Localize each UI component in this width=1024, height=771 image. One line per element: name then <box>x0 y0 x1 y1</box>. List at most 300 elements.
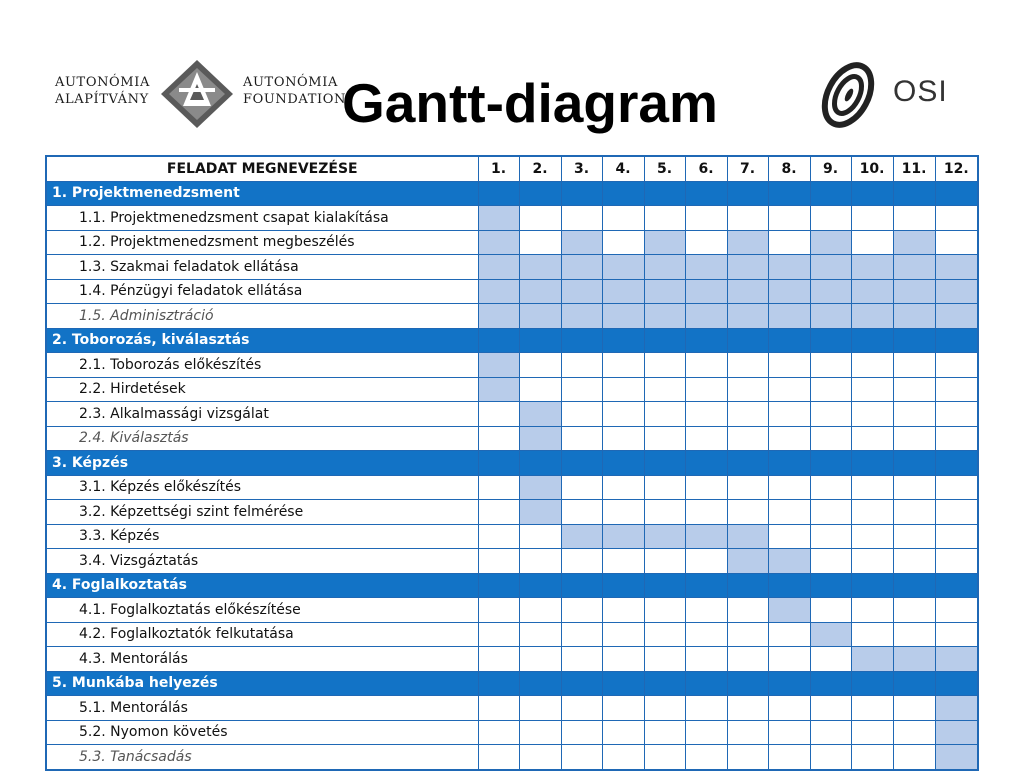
group-period-cell <box>727 181 768 206</box>
group-period-cell <box>561 573 602 598</box>
group-period-cell <box>644 451 685 476</box>
gantt-empty-cell <box>561 206 602 231</box>
gantt-empty-cell <box>768 720 810 745</box>
gantt-bar-cell <box>602 524 644 549</box>
group-period-cell <box>810 671 851 696</box>
gantt-bar-cell <box>893 304 935 329</box>
gantt-empty-cell <box>644 745 685 770</box>
gantt-bar-cell <box>935 647 978 672</box>
group-row <box>46 573 978 598</box>
gantt-empty-cell <box>893 377 935 402</box>
gantt-bar-cell <box>727 524 768 549</box>
gantt-empty-cell <box>851 353 893 378</box>
group-period-cell <box>727 671 768 696</box>
group-period-cell <box>893 328 935 353</box>
gantt-empty-cell <box>768 206 810 231</box>
task-label: 1.3. Szakmai feladatok ellátása <box>46 255 478 280</box>
gantt-empty-cell <box>893 745 935 770</box>
gantt-bar-cell <box>685 279 727 304</box>
task-row <box>46 230 978 255</box>
gantt-empty-cell <box>685 206 727 231</box>
gantt-bar-cell <box>478 279 519 304</box>
gantt-empty-cell <box>478 402 519 427</box>
gantt-empty-cell <box>893 402 935 427</box>
gantt-bar-cell <box>935 745 978 770</box>
gantt-empty-cell <box>935 549 978 574</box>
gantt-empty-cell <box>810 353 851 378</box>
gantt-bar-cell <box>768 598 810 623</box>
gantt-empty-cell <box>478 549 519 574</box>
gantt-empty-cell <box>685 353 727 378</box>
page-title: Gantt-diagram <box>342 72 718 134</box>
gantt-empty-cell <box>727 745 768 770</box>
gantt-empty-cell <box>602 402 644 427</box>
gantt-bar-cell <box>478 255 519 280</box>
group-period-cell <box>561 328 602 353</box>
gantt-empty-cell <box>644 402 685 427</box>
gantt-empty-cell <box>893 598 935 623</box>
task-label: 2.2. Hirdetések <box>46 377 478 402</box>
gantt-empty-cell <box>561 622 602 647</box>
gantt-empty-cell <box>644 549 685 574</box>
gantt-empty-cell <box>478 426 519 451</box>
task-row <box>46 475 978 500</box>
gantt-bar-cell <box>810 255 851 280</box>
gantt-empty-cell <box>644 377 685 402</box>
group-period-cell <box>644 181 685 206</box>
osi-logo-text: OSI <box>893 75 948 108</box>
gantt-empty-cell <box>727 720 768 745</box>
gantt-bar-cell <box>685 524 727 549</box>
gantt-bar-cell <box>768 255 810 280</box>
task-label: 2.4. Kiválasztás <box>46 426 478 451</box>
autonomia-diamond-icon <box>157 58 237 130</box>
gantt-empty-cell <box>727 206 768 231</box>
gantt-empty-cell <box>602 745 644 770</box>
group-period-cell <box>727 573 768 598</box>
gantt-bar-cell <box>851 647 893 672</box>
logo-left-line-2: ALAPÍTVÁNY <box>55 92 149 107</box>
gantt-bar-cell <box>519 426 561 451</box>
group-period-cell <box>851 181 893 206</box>
group-period-cell <box>602 671 644 696</box>
gantt-empty-cell <box>851 524 893 549</box>
gantt-empty-cell <box>893 524 935 549</box>
logo-right-line-1: AUTONÓMIA <box>243 75 338 90</box>
gantt-empty-cell <box>935 524 978 549</box>
task-row <box>46 622 978 647</box>
gantt-empty-cell <box>602 720 644 745</box>
gantt-empty-cell <box>727 377 768 402</box>
gantt-bar-cell <box>644 279 685 304</box>
gantt-empty-cell <box>810 500 851 525</box>
gantt-bar-cell <box>851 304 893 329</box>
gantt-empty-cell <box>810 402 851 427</box>
gantt-empty-cell <box>727 475 768 500</box>
gantt-bar-cell <box>935 279 978 304</box>
gantt-bar-cell <box>768 549 810 574</box>
task-name-header: FELADAT MEGNEVEZÉSE <box>46 156 478 181</box>
gantt-empty-cell <box>644 598 685 623</box>
group-period-cell <box>685 451 727 476</box>
gantt-empty-cell <box>644 696 685 721</box>
gantt-empty-cell <box>561 353 602 378</box>
task-label: 2.3. Alkalmassági vizsgálat <box>46 402 478 427</box>
task-row <box>46 500 978 525</box>
group-period-cell <box>810 451 851 476</box>
task-row <box>46 426 978 451</box>
gantt-empty-cell <box>768 524 810 549</box>
gantt-empty-cell <box>685 598 727 623</box>
gantt-bar-cell <box>685 255 727 280</box>
gantt-empty-cell <box>935 206 978 231</box>
task-row <box>46 647 978 672</box>
gantt-empty-cell <box>561 377 602 402</box>
gantt-bar-cell <box>644 255 685 280</box>
gantt-empty-cell <box>478 622 519 647</box>
gantt-bar-cell <box>727 279 768 304</box>
gantt-bar-cell <box>893 279 935 304</box>
logo-left-line-1: AUTONÓMIA <box>55 75 150 90</box>
task-label: 1.2. Projektmenedzsment megbeszélés <box>46 230 478 255</box>
gantt-empty-cell <box>478 524 519 549</box>
logo-left-text <box>55 74 150 108</box>
gantt-empty-cell <box>893 475 935 500</box>
task-label: 3.3. Képzés <box>46 524 478 549</box>
group-period-cell <box>561 671 602 696</box>
gantt-empty-cell <box>519 647 561 672</box>
gantt-empty-cell <box>935 622 978 647</box>
gantt-empty-cell <box>893 720 935 745</box>
task-label: 1.4. Pénzügyi feladatok ellátása <box>46 279 478 304</box>
group-period-cell <box>519 671 561 696</box>
gantt-empty-cell <box>727 622 768 647</box>
gantt-bar-cell <box>602 255 644 280</box>
group-period-cell <box>685 181 727 206</box>
gantt-bar-cell <box>935 696 978 721</box>
group-period-cell <box>851 671 893 696</box>
group-period-cell <box>935 573 978 598</box>
gantt-empty-cell <box>644 500 685 525</box>
gantt-bar-cell <box>519 255 561 280</box>
gantt-empty-cell <box>602 475 644 500</box>
gantt-empty-cell <box>602 549 644 574</box>
gantt-empty-cell <box>685 622 727 647</box>
gantt-empty-cell <box>727 500 768 525</box>
logo-right-line-2: FOUNDATION <box>243 92 346 107</box>
group-period-cell <box>602 451 644 476</box>
gantt-bar-cell <box>935 255 978 280</box>
gantt-empty-cell <box>851 475 893 500</box>
period-header: 3. <box>561 156 602 181</box>
gantt-empty-cell <box>810 647 851 672</box>
gantt-empty-cell <box>602 353 644 378</box>
task-label: 3.2. Képzettségi szint felmérése <box>46 500 478 525</box>
gantt-bar-cell <box>519 500 561 525</box>
gantt-empty-cell <box>561 745 602 770</box>
task-row <box>46 255 978 280</box>
gantt-bar-cell <box>685 304 727 329</box>
gantt-bar-cell <box>561 524 602 549</box>
group-period-cell <box>644 328 685 353</box>
gantt-empty-cell <box>478 696 519 721</box>
gantt-empty-cell <box>561 475 602 500</box>
gantt-bar-cell <box>478 377 519 402</box>
group-label: 4. Foglalkoztatás <box>46 573 478 598</box>
gantt-empty-cell <box>851 696 893 721</box>
gantt-empty-cell <box>727 426 768 451</box>
period-header: 12. <box>935 156 978 181</box>
group-period-cell <box>810 181 851 206</box>
osi-spiral-icon <box>812 55 884 135</box>
gantt-empty-cell <box>810 696 851 721</box>
gantt-empty-cell <box>727 402 768 427</box>
gantt-bar-cell <box>644 230 685 255</box>
group-label: 5. Munkába helyezés <box>46 671 478 696</box>
gantt-empty-cell <box>685 377 727 402</box>
period-header: 2. <box>519 156 561 181</box>
period-header: 1. <box>478 156 519 181</box>
gantt-empty-cell <box>519 745 561 770</box>
gantt-empty-cell <box>768 402 810 427</box>
gantt-empty-cell <box>519 524 561 549</box>
gantt-empty-cell <box>519 206 561 231</box>
gantt-empty-cell <box>851 720 893 745</box>
gantt-bar-cell <box>727 549 768 574</box>
task-row <box>46 304 978 329</box>
gantt-empty-cell <box>644 622 685 647</box>
gantt-bar-cell <box>893 647 935 672</box>
period-header: 7. <box>727 156 768 181</box>
gantt-empty-cell <box>893 353 935 378</box>
gantt-bar-cell <box>561 304 602 329</box>
gantt-bar-cell <box>644 524 685 549</box>
group-period-cell <box>561 181 602 206</box>
gantt-empty-cell <box>893 549 935 574</box>
gantt-empty-cell <box>478 720 519 745</box>
gantt-empty-cell <box>851 549 893 574</box>
gantt-bar-cell <box>478 353 519 378</box>
gantt-empty-cell <box>519 549 561 574</box>
gantt-empty-cell <box>768 696 810 721</box>
group-period-cell <box>685 573 727 598</box>
group-row <box>46 328 978 353</box>
gantt-bar-cell <box>810 622 851 647</box>
group-period-cell <box>851 573 893 598</box>
gantt-bar-cell <box>810 304 851 329</box>
gantt-bar-cell <box>478 230 519 255</box>
gantt-bar-cell <box>851 255 893 280</box>
gantt-empty-cell <box>561 598 602 623</box>
group-label: 2. Toborozás, kiválasztás <box>46 328 478 353</box>
gantt-bar-cell <box>727 255 768 280</box>
task-label: 3.1. Képzés előkészítés <box>46 475 478 500</box>
gantt-empty-cell <box>935 377 978 402</box>
group-period-cell <box>685 671 727 696</box>
gantt-empty-cell <box>851 426 893 451</box>
gantt-empty-cell <box>851 500 893 525</box>
gantt-empty-cell <box>561 549 602 574</box>
group-period-cell <box>602 181 644 206</box>
group-period-cell <box>810 328 851 353</box>
gantt-empty-cell <box>519 622 561 647</box>
group-period-cell <box>893 181 935 206</box>
task-label: 4.1. Foglalkoztatás előkészítése <box>46 598 478 623</box>
group-period-cell <box>768 671 810 696</box>
group-row <box>46 451 978 476</box>
gantt-empty-cell <box>851 598 893 623</box>
period-header: 11. <box>893 156 935 181</box>
group-period-cell <box>935 181 978 206</box>
gantt-empty-cell <box>685 720 727 745</box>
gantt-empty-cell <box>685 402 727 427</box>
gantt-empty-cell <box>685 745 727 770</box>
group-label: 3. Képzés <box>46 451 478 476</box>
gantt-bar-cell <box>478 206 519 231</box>
gantt-empty-cell <box>602 622 644 647</box>
gantt-empty-cell <box>685 500 727 525</box>
gantt-bar-cell <box>935 304 978 329</box>
task-row <box>46 206 978 231</box>
group-period-cell <box>810 573 851 598</box>
gantt-empty-cell <box>727 647 768 672</box>
group-row <box>46 181 978 206</box>
gantt-empty-cell <box>561 696 602 721</box>
gantt-empty-cell <box>685 549 727 574</box>
gantt-empty-cell <box>893 622 935 647</box>
gantt-bar-cell <box>602 304 644 329</box>
task-label: 3.4. Vizsgáztatás <box>46 549 478 574</box>
gantt-bar-cell <box>519 279 561 304</box>
gantt-empty-cell <box>478 500 519 525</box>
group-period-cell <box>561 451 602 476</box>
gantt-empty-cell <box>685 230 727 255</box>
task-label: 4.3. Mentorálás <box>46 647 478 672</box>
group-period-cell <box>685 328 727 353</box>
task-row <box>46 353 978 378</box>
group-period-cell <box>893 451 935 476</box>
period-header: 4. <box>602 156 644 181</box>
gantt-empty-cell <box>519 696 561 721</box>
gantt-bar-cell <box>644 304 685 329</box>
gantt-empty-cell <box>768 647 810 672</box>
gantt-empty-cell <box>602 500 644 525</box>
task-row <box>46 377 978 402</box>
gantt-body <box>46 181 978 770</box>
gantt-empty-cell <box>893 206 935 231</box>
autonomia-logo <box>55 58 355 130</box>
gantt-empty-cell <box>561 647 602 672</box>
gantt-empty-cell <box>519 353 561 378</box>
gantt-empty-cell <box>478 475 519 500</box>
gantt-empty-cell <box>602 647 644 672</box>
gantt-empty-cell <box>768 353 810 378</box>
gantt-empty-cell <box>810 377 851 402</box>
group-period-cell <box>602 328 644 353</box>
gantt-bar-cell <box>561 230 602 255</box>
task-row <box>46 402 978 427</box>
period-header: 5. <box>644 156 685 181</box>
gantt-empty-cell <box>727 598 768 623</box>
group-period-cell <box>602 573 644 598</box>
task-row <box>46 745 978 770</box>
gantt-empty-cell <box>519 377 561 402</box>
group-label: 1. Projektmenedzsment <box>46 181 478 206</box>
gantt-empty-cell <box>561 720 602 745</box>
group-period-cell <box>519 451 561 476</box>
gantt-empty-cell <box>768 500 810 525</box>
gantt-bar-cell <box>602 279 644 304</box>
task-row <box>46 549 978 574</box>
gantt-empty-cell <box>644 206 685 231</box>
period-header: 6. <box>685 156 727 181</box>
gantt-table <box>45 155 979 771</box>
gantt-empty-cell <box>561 402 602 427</box>
gantt-empty-cell <box>768 230 810 255</box>
gantt-bar-cell <box>519 475 561 500</box>
gantt-empty-cell <box>810 475 851 500</box>
task-label: 5.2. Nyomon követés <box>46 720 478 745</box>
gantt-empty-cell <box>935 500 978 525</box>
gantt-empty-cell <box>478 598 519 623</box>
gantt-empty-cell <box>893 500 935 525</box>
gantt-empty-cell <box>810 598 851 623</box>
gantt-empty-cell <box>602 696 644 721</box>
gantt-bar-cell <box>851 279 893 304</box>
task-row <box>46 279 978 304</box>
gantt-empty-cell <box>768 475 810 500</box>
gantt-empty-cell <box>935 230 978 255</box>
group-period-cell <box>644 573 685 598</box>
gantt-empty-cell <box>727 353 768 378</box>
period-header: 10. <box>851 156 893 181</box>
gantt-empty-cell <box>851 230 893 255</box>
gantt-empty-cell <box>768 745 810 770</box>
gantt-empty-cell <box>851 745 893 770</box>
group-row <box>46 671 978 696</box>
gantt-empty-cell <box>519 230 561 255</box>
group-period-cell <box>768 451 810 476</box>
gantt-empty-cell <box>935 353 978 378</box>
gantt-empty-cell <box>768 622 810 647</box>
gantt-empty-cell <box>602 598 644 623</box>
gantt-empty-cell <box>810 745 851 770</box>
gantt-empty-cell <box>851 206 893 231</box>
gantt-empty-cell <box>851 622 893 647</box>
gantt-empty-cell <box>727 696 768 721</box>
gantt-empty-cell <box>602 206 644 231</box>
gantt-bar-cell <box>727 304 768 329</box>
task-row <box>46 598 978 623</box>
gantt-empty-cell <box>644 426 685 451</box>
gantt-empty-cell <box>644 720 685 745</box>
gantt-empty-cell <box>893 426 935 451</box>
gantt-empty-cell <box>935 598 978 623</box>
header-row <box>46 156 978 181</box>
gantt-empty-cell <box>935 426 978 451</box>
gantt-empty-cell <box>685 696 727 721</box>
group-period-cell <box>851 451 893 476</box>
task-label: 1.5. Adminisztráció <box>46 304 478 329</box>
task-label: 4.2. Foglalkoztatók felkutatása <box>46 622 478 647</box>
gantt-empty-cell <box>561 426 602 451</box>
gantt-empty-cell <box>478 745 519 770</box>
group-period-cell <box>519 573 561 598</box>
group-period-cell <box>893 573 935 598</box>
logo-right-text <box>243 74 346 108</box>
group-period-cell <box>478 328 519 353</box>
gantt-empty-cell <box>644 475 685 500</box>
